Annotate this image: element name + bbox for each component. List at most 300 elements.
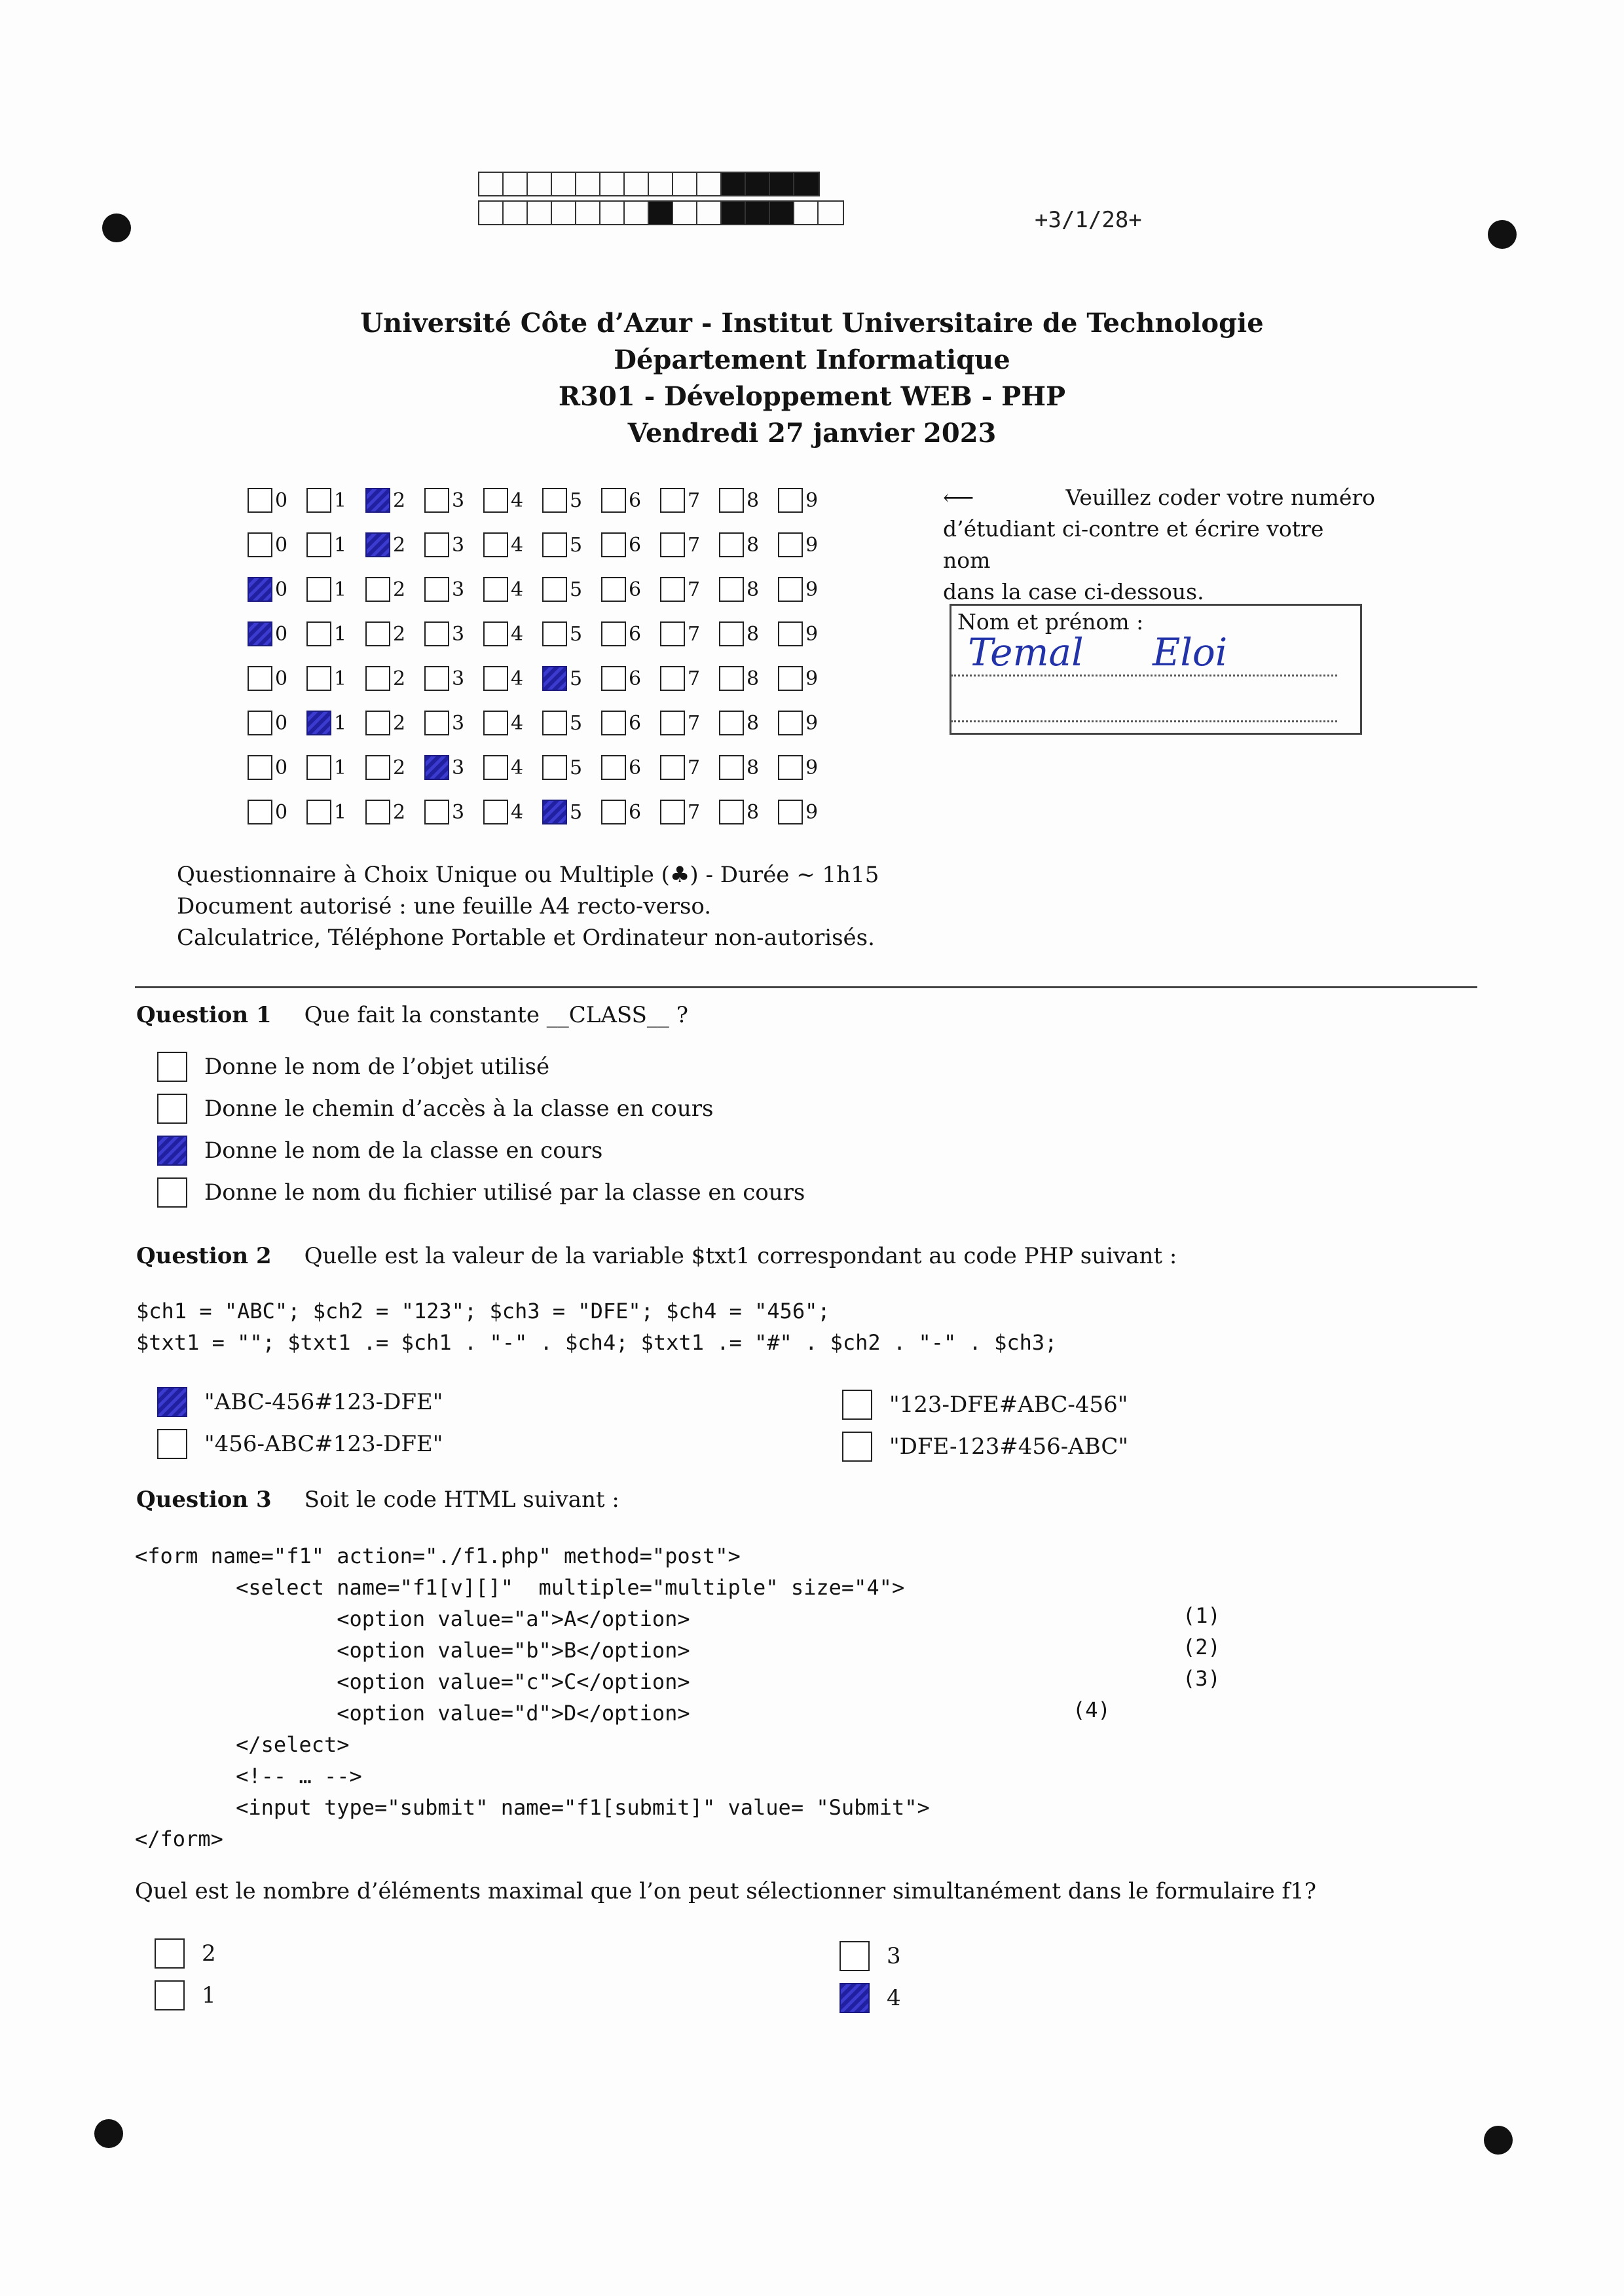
- digit-label: 5: [570, 578, 583, 601]
- digit-checkbox[interactable]: [542, 577, 567, 602]
- digit-checkbox[interactable]: [601, 711, 626, 735]
- intro-line-3: Calculatrice, Téléphone Portable et Ordinateur non-autorisés.: [177, 925, 875, 951]
- barcode-cell: [697, 173, 722, 195]
- answer-checkbox[interactable]: [840, 1983, 870, 2013]
- digit-checkbox[interactable]: [483, 577, 508, 602]
- digit-checkbox[interactable]: [660, 488, 685, 513]
- registration-mark-bottom-left: [94, 2119, 123, 2148]
- digit-label: 7: [688, 711, 701, 735]
- digit-checkbox[interactable]: [365, 621, 390, 646]
- barcode-cell: [479, 173, 504, 195]
- digit-checkbox[interactable]: [306, 666, 331, 691]
- digit-checkbox[interactable]: [601, 532, 626, 557]
- digit-label: 5: [570, 489, 583, 512]
- question-1-label: Question 1: [136, 1002, 272, 1028]
- q1-option[interactable]: [157, 1052, 549, 1082]
- digit-checkbox[interactable]: [660, 755, 685, 780]
- student-number-cell: [248, 621, 306, 646]
- q3-option[interactable]: [155, 1938, 216, 1969]
- student-number-cell: [660, 488, 719, 513]
- digit-checkbox[interactable]: [719, 711, 744, 735]
- digit-checkbox[interactable]: [306, 577, 331, 602]
- student-number-cell: [719, 666, 778, 691]
- answer-checkbox[interactable]: [157, 1429, 187, 1459]
- student-number-cell: [248, 711, 306, 735]
- digit-checkbox[interactable]: [601, 800, 626, 824]
- student-number-cell: [601, 666, 660, 691]
- student-number-cell: [424, 577, 483, 602]
- digit-checkbox[interactable]: [542, 666, 567, 691]
- digit-checkbox[interactable]: [719, 532, 744, 557]
- digit-label: 1: [334, 533, 347, 557]
- barcode-cell: [576, 173, 600, 195]
- digit-label: 5: [570, 800, 583, 824]
- arrow-left-icon: ⟵: [943, 485, 974, 510]
- digit-label: 7: [688, 533, 701, 557]
- student-number-cell: [248, 532, 306, 557]
- digit-checkbox[interactable]: [248, 621, 272, 646]
- student-number-row: [248, 478, 837, 523]
- answer-checkbox[interactable]: [157, 1136, 187, 1166]
- student-number-row: [248, 612, 837, 656]
- digit-label: 9: [805, 533, 819, 557]
- digit-label: 3: [452, 578, 465, 601]
- student-number-cell: [778, 488, 837, 513]
- student-number-cell: [306, 666, 365, 691]
- digit-checkbox[interactable]: [365, 800, 390, 824]
- barcode-cell: [552, 173, 576, 195]
- student-number-cell: [542, 666, 601, 691]
- student-number-cell: [778, 577, 837, 602]
- q1-option[interactable]: [157, 1136, 602, 1166]
- digit-label: 2: [393, 533, 406, 557]
- digit-label: 8: [747, 800, 760, 824]
- student-number-cell: [248, 577, 306, 602]
- student-number-cell: [483, 532, 542, 557]
- digit-label: 2: [393, 578, 406, 601]
- digit-checkbox[interactable]: [248, 711, 272, 735]
- answer-text: 3: [887, 1943, 901, 1969]
- intro-line-1: Questionnaire à Choix Unique ou Multiple (♣) - Durée ∼ 1h15: [177, 862, 879, 888]
- code-marker-1: (1): [1183, 1603, 1221, 1628]
- q2-option[interactable]: [842, 1432, 1128, 1462]
- digit-checkbox[interactable]: [660, 621, 685, 646]
- digit-checkbox[interactable]: [601, 577, 626, 602]
- digit-checkbox[interactable]: [719, 488, 744, 513]
- barcode-cell: [770, 202, 794, 224]
- answer-checkbox[interactable]: [157, 1052, 187, 1082]
- code-line: <option value="a">A</option>: [135, 1606, 690, 1631]
- barcode-cell: [673, 202, 697, 224]
- code-line: <option value="d">D</option>: [135, 1701, 690, 1726]
- digit-checkbox[interactable]: [719, 666, 744, 691]
- digit-checkbox[interactable]: [365, 532, 390, 557]
- registration-mark-top-left: [102, 213, 131, 242]
- digit-checkbox[interactable]: [778, 755, 803, 780]
- digit-checkbox[interactable]: [483, 711, 508, 735]
- answer-text: "ABC-456#123-DFE": [204, 1389, 443, 1415]
- digit-label: 8: [747, 533, 760, 557]
- digit-label: 4: [511, 756, 524, 779]
- student-number-cell: [365, 532, 424, 557]
- barcode-cell: [625, 173, 649, 195]
- student-number-cell: [424, 711, 483, 735]
- digit-checkbox[interactable]: [601, 488, 626, 513]
- student-number-cell: [660, 800, 719, 824]
- student-number-cell: [306, 532, 365, 557]
- student-number-cell: [248, 666, 306, 691]
- digit-checkbox[interactable]: [365, 755, 390, 780]
- digit-checkbox[interactable]: [248, 488, 272, 513]
- digit-checkbox[interactable]: [365, 577, 390, 602]
- digit-checkbox[interactable]: [601, 621, 626, 646]
- q2-option[interactable]: [157, 1387, 443, 1417]
- digit-checkbox[interactable]: [601, 755, 626, 780]
- answer-text: Donne le chemin d’accès à la classe en cours: [204, 1096, 714, 1122]
- digit-label: 0: [275, 711, 288, 735]
- barcode-cell: [819, 202, 843, 224]
- q2-option[interactable]: [842, 1390, 1128, 1420]
- digit-checkbox[interactable]: [365, 711, 390, 735]
- digit-checkbox[interactable]: [719, 800, 744, 824]
- digit-label: 6: [629, 711, 642, 735]
- digit-checkbox[interactable]: [248, 666, 272, 691]
- digit-checkbox[interactable]: [542, 711, 567, 735]
- question-1-title: [136, 1002, 688, 1028]
- digit-label: 6: [629, 578, 642, 601]
- student-number-cell: [306, 800, 365, 824]
- digit-checkbox[interactable]: [542, 800, 567, 824]
- digit-checkbox[interactable]: [660, 666, 685, 691]
- digit-checkbox[interactable]: [778, 532, 803, 557]
- digit-checkbox[interactable]: [365, 666, 390, 691]
- student-number-cell: [248, 755, 306, 780]
- barcode-cell: [722, 173, 746, 195]
- digit-checkbox[interactable]: [365, 488, 390, 513]
- digit-label: 3: [452, 800, 465, 824]
- registration-mark-bottom-right: [1484, 2126, 1513, 2155]
- digit-checkbox[interactable]: [660, 800, 685, 824]
- digit-label: 6: [629, 800, 642, 824]
- digit-checkbox[interactable]: [248, 755, 272, 780]
- digit-label: 9: [805, 756, 819, 779]
- barcode-cell: [576, 202, 600, 224]
- digit-checkbox[interactable]: [542, 532, 567, 557]
- digit-label: 0: [275, 533, 288, 557]
- answer-checkbox[interactable]: [157, 1177, 187, 1208]
- digit-label: 4: [511, 667, 524, 690]
- digit-label: 4: [511, 578, 524, 601]
- code-marker-4: (4): [1073, 1697, 1111, 1722]
- barcode-cell: [673, 173, 697, 195]
- answer-checkbox[interactable]: [842, 1432, 872, 1462]
- q3-option[interactable]: [155, 1980, 216, 2010]
- student-number-cell: [306, 755, 365, 780]
- student-number-cell: [660, 532, 719, 557]
- answer-checkbox[interactable]: [155, 1980, 185, 2010]
- digit-label: 8: [747, 711, 760, 735]
- digit-label: 5: [570, 667, 583, 690]
- digit-checkbox[interactable]: [306, 532, 331, 557]
- student-number-row: [248, 790, 837, 834]
- digit-label: 3: [452, 533, 465, 557]
- digit-label: 4: [511, 800, 524, 824]
- student-number-cell: [601, 800, 660, 824]
- student-number-cell: [601, 755, 660, 780]
- digit-label: 0: [275, 667, 288, 690]
- student-number-cell: [483, 666, 542, 691]
- digit-checkbox[interactable]: [248, 800, 272, 824]
- title-date: Vendredi 27 janvier 2023: [627, 418, 997, 449]
- student-number-cell: [778, 532, 837, 557]
- q3-option[interactable]: [840, 1941, 901, 1971]
- answer-text: "123-DFE#ABC-456": [889, 1392, 1128, 1418]
- digit-checkbox[interactable]: [424, 621, 449, 646]
- answer-text: Donne le nom du fichier utilisé par la classe en cours: [204, 1179, 805, 1206]
- student-number-cell: [778, 711, 837, 735]
- digit-checkbox[interactable]: [778, 488, 803, 513]
- digit-checkbox[interactable]: [483, 532, 508, 557]
- digit-label: 9: [805, 578, 819, 601]
- digit-checkbox[interactable]: [778, 577, 803, 602]
- digit-label: 2: [393, 711, 406, 735]
- student-number-row: [248, 701, 837, 745]
- student-number-cell: [660, 577, 719, 602]
- student-number-cell: [424, 621, 483, 646]
- code-line: <form name="f1" action="./f1.php" method="post">: [135, 1544, 741, 1568]
- q2-option[interactable]: [157, 1429, 443, 1459]
- registration-mark-top-right: [1488, 220, 1517, 249]
- instructions: [943, 482, 1375, 608]
- barcode-cell: [552, 202, 576, 224]
- q1-option[interactable]: [157, 1094, 713, 1124]
- student-number-cell: [778, 621, 837, 646]
- code-line: <option value="b">B</option>: [135, 1638, 690, 1663]
- answer-checkbox[interactable]: [157, 1094, 187, 1124]
- digit-label: 6: [629, 533, 642, 557]
- digit-label: 3: [452, 667, 465, 690]
- digit-checkbox[interactable]: [306, 800, 331, 824]
- digit-checkbox[interactable]: [660, 711, 685, 735]
- digit-label: 7: [688, 667, 701, 690]
- answer-text: Donne le nom de l’objet utilisé: [204, 1054, 550, 1080]
- digit-label: 8: [747, 667, 760, 690]
- student-number-cell: [778, 800, 837, 824]
- student-number-cell: [424, 488, 483, 513]
- digit-checkbox[interactable]: [424, 488, 449, 513]
- student-number-cell: [365, 666, 424, 691]
- digit-label: 3: [452, 756, 465, 779]
- digit-checkbox[interactable]: [660, 532, 685, 557]
- student-number-cell: [542, 755, 601, 780]
- student-number-cell: [306, 577, 365, 602]
- digit-label: 6: [629, 667, 642, 690]
- digit-checkbox[interactable]: [306, 755, 331, 780]
- student-number-cell: [719, 577, 778, 602]
- digit-checkbox[interactable]: [719, 621, 744, 646]
- digit-checkbox[interactable]: [483, 800, 508, 824]
- student-number-cell: [483, 800, 542, 824]
- student-number-cell: [424, 666, 483, 691]
- digit-checkbox[interactable]: [424, 666, 449, 691]
- student-number-cell: [483, 711, 542, 735]
- code-marker-2: (2): [1183, 1635, 1221, 1659]
- student-number-cell: [660, 755, 719, 780]
- student-number-cell: [601, 488, 660, 513]
- digit-checkbox[interactable]: [248, 532, 272, 557]
- digit-label: 4: [511, 622, 524, 646]
- digit-checkbox[interactable]: [660, 577, 685, 602]
- name-line-1: [951, 675, 1337, 676]
- digit-label: 7: [688, 489, 701, 512]
- digit-checkbox[interactable]: [248, 577, 272, 602]
- student-number-cell: [424, 800, 483, 824]
- digit-label: 2: [393, 756, 406, 779]
- digit-checkbox[interactable]: [719, 755, 744, 780]
- q3-option[interactable]: [840, 1983, 901, 2013]
- title-department: Département Informatique: [614, 344, 1010, 375]
- student-number-cell: [778, 666, 837, 691]
- digit-label: 8: [747, 489, 760, 512]
- digit-checkbox[interactable]: [778, 621, 803, 646]
- barcode-cell: [479, 202, 504, 224]
- barcode-bottom: [478, 200, 844, 225]
- digit-checkbox[interactable]: [424, 755, 449, 780]
- digit-checkbox[interactable]: [424, 577, 449, 602]
- digit-label: 7: [688, 578, 701, 601]
- question-3-prompt: Quel est le nombre d’éléments maximal que l’on peut sélectionner simultanément dans le formulaire f1?: [135, 1878, 1316, 1904]
- digit-checkbox[interactable]: [719, 577, 744, 602]
- digit-label: 8: [747, 622, 760, 646]
- digit-label: 5: [570, 756, 583, 779]
- digit-label: 1: [334, 578, 347, 601]
- student-number-row: [248, 745, 837, 790]
- barcode-cell: [794, 173, 819, 195]
- student-number-cell: [778, 755, 837, 780]
- digit-label: 9: [805, 489, 819, 512]
- digit-label: 8: [747, 756, 760, 779]
- exam-intro: [177, 859, 879, 954]
- digit-checkbox[interactable]: [483, 666, 508, 691]
- student-number-cell: [483, 488, 542, 513]
- code-line: <input type="submit" name="f1[submit]" value= "Submit">: [135, 1795, 930, 1820]
- code-line: </select>: [135, 1732, 350, 1757]
- answer-checkbox[interactable]: [155, 1938, 185, 1969]
- page-id: +3/1/28+: [1035, 207, 1142, 233]
- answer-text: 4: [887, 1985, 901, 2011]
- code-line: </form>: [135, 1826, 223, 1851]
- answer-checkbox[interactable]: [840, 1941, 870, 1971]
- instructions-line-2: d’étudiant ci-contre et écrire votre nom: [943, 516, 1324, 573]
- student-number-cell: [542, 800, 601, 824]
- digit-checkbox[interactable]: [483, 755, 508, 780]
- student-number-cell: [601, 621, 660, 646]
- code-line: <!-- … -->: [135, 1764, 362, 1788]
- digit-checkbox[interactable]: [483, 488, 508, 513]
- digit-checkbox[interactable]: [306, 488, 331, 513]
- question-2-code-line-1: $ch1 = "ABC"; $ch2 = "123"; $ch3 = "DFE"; $ch4 = "456";: [136, 1299, 830, 1324]
- student-number-cell: [719, 755, 778, 780]
- barcode-cell: [600, 202, 625, 224]
- question-3-text: Soit le code HTML suivant :: [304, 1487, 619, 1513]
- barcode-cell: [649, 202, 673, 224]
- digit-checkbox[interactable]: [424, 800, 449, 824]
- student-number-cell: [660, 666, 719, 691]
- digit-label: 5: [570, 622, 583, 646]
- barcode-cell: [722, 202, 746, 224]
- barcode-cell: [649, 173, 673, 195]
- student-number-cell: [365, 488, 424, 513]
- digit-label: 2: [393, 489, 406, 512]
- digit-label: 5: [570, 711, 583, 735]
- student-number-cell: [248, 488, 306, 513]
- digit-checkbox[interactable]: [778, 711, 803, 735]
- student-number-cell: [306, 711, 365, 735]
- digit-label: 6: [629, 756, 642, 779]
- answer-checkbox[interactable]: [842, 1390, 872, 1420]
- digit-label: 1: [334, 667, 347, 690]
- question-2-label: Question 2: [136, 1243, 272, 1269]
- barcode-cell: [746, 202, 770, 224]
- student-number-cell: [365, 800, 424, 824]
- student-number-cell: [719, 488, 778, 513]
- student-number-row: [248, 523, 837, 567]
- intro-line-2: Document autorisé : une feuille A4 recto-verso.: [177, 893, 712, 919]
- student-number-row: [248, 567, 837, 612]
- digit-checkbox[interactable]: [306, 621, 331, 646]
- student-number-cell: [601, 532, 660, 557]
- digit-checkbox[interactable]: [778, 666, 803, 691]
- digit-label: 6: [629, 622, 642, 646]
- digit-checkbox[interactable]: [424, 532, 449, 557]
- student-number-cell: [365, 711, 424, 735]
- instructions-line-1: Veuillez coder votre numéro: [1065, 485, 1375, 510]
- digit-label: 0: [275, 489, 288, 512]
- student-number-cell: [483, 621, 542, 646]
- student-number-cell: [306, 488, 365, 513]
- digit-checkbox[interactable]: [542, 488, 567, 513]
- digit-checkbox[interactable]: [542, 755, 567, 780]
- digit-checkbox[interactable]: [424, 711, 449, 735]
- digit-label: 7: [688, 756, 701, 779]
- digit-label: 7: [688, 800, 701, 824]
- student-number-cell: [660, 621, 719, 646]
- digit-checkbox[interactable]: [601, 666, 626, 691]
- digit-checkbox[interactable]: [778, 800, 803, 824]
- student-number-grid: [248, 478, 837, 834]
- question-2-text: Quelle est la valeur de la variable $txt1 correspondant au code PHP suivant :: [304, 1243, 1177, 1269]
- student-number-cell: [601, 711, 660, 735]
- digit-checkbox[interactable]: [306, 711, 331, 735]
- q1-option[interactable]: [157, 1177, 805, 1208]
- digit-label: 0: [275, 756, 288, 779]
- digit-label: 3: [452, 711, 465, 735]
- instructions-line-3: dans la case ci-dessous.: [943, 579, 1204, 604]
- digit-checkbox[interactable]: [483, 621, 508, 646]
- digit-checkbox[interactable]: [542, 621, 567, 646]
- barcode-cell: [528, 173, 552, 195]
- digit-label: 2: [393, 800, 406, 824]
- answer-checkbox[interactable]: [157, 1387, 187, 1417]
- code-marker-3: (3): [1183, 1666, 1221, 1691]
- student-number-cell: [542, 532, 601, 557]
- digit-label: 0: [275, 578, 288, 601]
- barcode-cell: [770, 173, 794, 195]
- handwritten-first-name: Eloi: [1153, 630, 1228, 675]
- title-course: R301 - Développement WEB - PHP: [558, 381, 1066, 412]
- student-number-cell: [365, 577, 424, 602]
- student-number-cell: [542, 488, 601, 513]
